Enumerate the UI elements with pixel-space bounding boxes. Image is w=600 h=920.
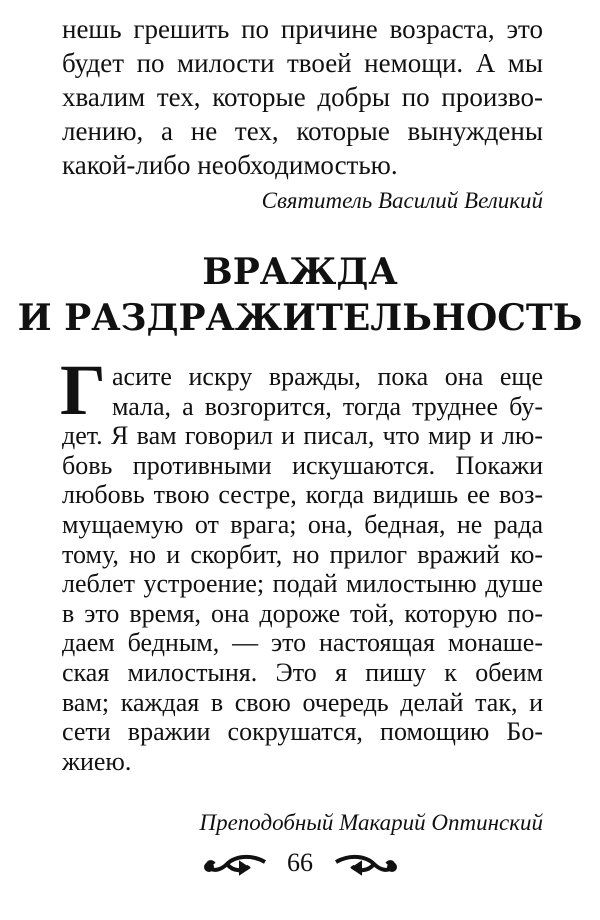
text-line: жиею. xyxy=(62,746,132,776)
text-line: мала, а возгорится, тогда труднее бу- xyxy=(112,391,543,421)
page-number: 66 xyxy=(287,848,313,877)
text-line: леблет устроение; подай милостыню душе xyxy=(62,569,543,599)
text-line: тому, но и скорбит, но прилог вражий ко- xyxy=(62,539,543,569)
heading-line-2: И РАЗДРАЖИТЕЛЬНОСТЬ xyxy=(17,297,583,339)
text-line: в это время, она дороже той, которую по- xyxy=(62,598,543,628)
text-line: вам; каждая в свою очередь делай так, и xyxy=(62,687,543,717)
text-line: дет. Я вам говорил и писал, что мир и лю- xyxy=(62,421,543,451)
text-line: хвалим тех, которые добры по произво- xyxy=(62,82,543,112)
text-line: лению, а не тех, которые вынуждены xyxy=(62,116,543,146)
text-line: какой-либо необходимостью. xyxy=(62,150,398,180)
text-line: будет по милости твоей немощи. А мы xyxy=(62,48,543,78)
text-line: сети вражии сокрушатся, помощию Бо- xyxy=(62,717,543,747)
ornament-right-icon xyxy=(334,852,400,878)
page-footer xyxy=(0,848,600,878)
text-line: бовь противными искушаются. Покажи xyxy=(62,450,543,480)
text-line: любовь твою сестре, когда видишь ее воз- xyxy=(62,480,543,510)
text-line: мущаемую от врага; она, бедная, не рада xyxy=(62,510,543,539)
ornament-left-icon xyxy=(201,852,267,878)
heading-line-1: ВРАЖДА xyxy=(202,251,398,293)
text-line: даем бедным, — это настоящая монаше- xyxy=(62,628,543,658)
text-line: ская милостыня. Это я пишу к обеим xyxy=(62,658,543,687)
main-attribution: Преподобный Макарий Оптинский xyxy=(199,810,543,835)
top-attribution: Святитель Василий Великий xyxy=(261,188,543,213)
drop-cap: Г xyxy=(60,360,106,420)
text-line: асите искру вражды, пока она еще xyxy=(112,362,543,391)
text-line: нешь грешить по причине возраста, это xyxy=(62,14,543,44)
